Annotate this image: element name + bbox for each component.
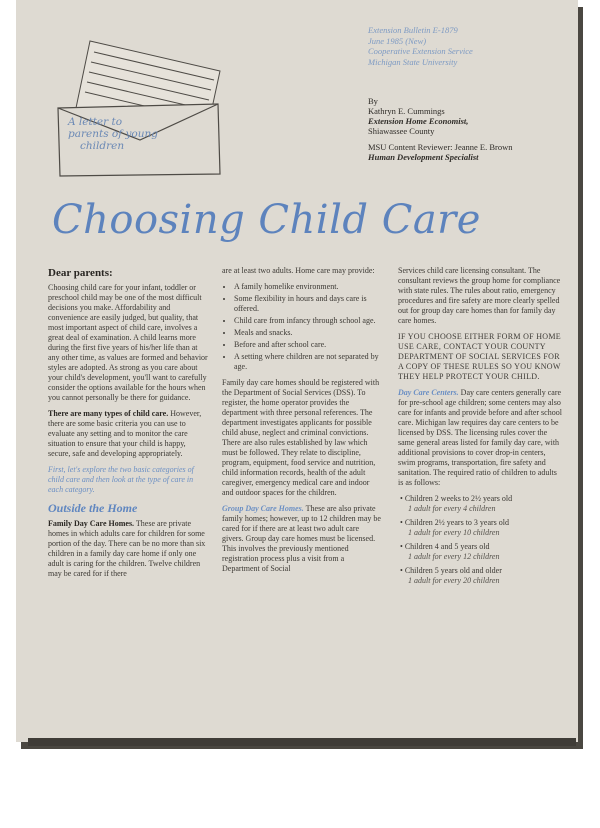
types-paragraph: [48, 409, 208, 459]
home-care-list: [222, 282, 382, 372]
group-day-care-paragraph: [222, 504, 382, 574]
salutation: Dear parents:: [48, 267, 113, 279]
list-item: • Child care from infancy through school age.: [234, 316, 382, 326]
types-text: However, there are some basic criteria you can use to evaluate any setting and to monitor the care situation to ensure that your child is happy, secure, safe and developing appropriately.: [48, 409, 202, 458]
bottom-rule: [28, 738, 576, 746]
column-2: [222, 266, 382, 580]
ratio-item: • Children 2 weeks to 2½ years old 1 adult for every 4 children: [398, 494, 562, 514]
list-item: • A setting where children are not separated by age.: [234, 352, 382, 372]
ratio-item: • Children 2½ years to 3 years old 1 adult for every 10 children: [398, 518, 562, 538]
bulletin-info: [368, 25, 568, 67]
column-3: [398, 266, 562, 590]
family-day-care-paragraph: [48, 519, 208, 579]
bulletin-org: Cooperative Extension Service: [368, 46, 473, 56]
ratio-age: Children 4 and 5 years old: [404, 542, 490, 551]
home-care-intro: are at least two adults. Home care may provide:: [222, 266, 375, 275]
ratio-list: [398, 494, 562, 586]
bulletin-number: Extension Bulletin E-1879: [368, 25, 458, 35]
ratio-age: Children 2½ years to 3 years old: [404, 518, 510, 527]
intro-paragraph: Choosing child care for your infant, toddler or preschool child may be one of the most difficult decisions you make. Affordability and convenience are easily judged, but quality, that most important aspect of child care, involves a great deal of examination. A child learns more during the first five years of his/her life than at any other time, as values are formed and behavior styles are adopted. As strong as you care about your child's development, you'll want to carefully consider the options available for the hours when you cannot personally be there for guidance.: [48, 283, 208, 402]
ratio-item: • Children 5 years old and older 1 adult for every 20 children: [398, 566, 562, 586]
types-lead: There are many types of child care.: [48, 409, 169, 418]
section-heading: Outside the Home: [48, 501, 138, 515]
ratio-value: 1 adult for every 12 children: [408, 552, 500, 561]
notice-paragraph: IF YOU CHOOSE EITHER FORM OF HOME USE CARE, CONTACT YOUR COUNTY DEPARTMENT OF SOCIAL SERVICES FOR A COPY OF THESE RULES SO YOU KNOW THEY HELP PROTECT YOUR CHILD.: [398, 332, 561, 381]
ratio-item: • Children 4 and 5 years old 1 adult for every 12 children: [398, 542, 562, 562]
group-day-care-lead: Group Day Care Homes.: [222, 504, 304, 513]
envelope-line-2: parents of young: [68, 128, 158, 140]
family-day-care-text: These are private homes in which adults care for children for some portion of the day. There can be no more than six children in a family day care home if only one adult is caring for the children. Twelve children may be cared for if there: [48, 519, 206, 578]
author-county: Shiawassee County: [368, 126, 435, 136]
list-item: • A family homelike environment.: [234, 282, 382, 292]
reviewer-title: Human Development Specialist: [368, 152, 479, 162]
family-day-care-lead: Family Day Care Homes.: [48, 519, 135, 528]
day-care-centers-lead: Day Care Centers.: [398, 388, 459, 397]
envelope-illustration: [54, 38, 224, 178]
author-name: Kathryn E. Cummings: [368, 106, 445, 116]
list-item: • Meals and snacks.: [234, 328, 382, 338]
explore-paragraph: First, let's explore the two basic categories of child care and then look at the type of care in each category.: [48, 465, 194, 494]
list-item: • Before and after school care.: [234, 340, 382, 350]
envelope-icon: [54, 38, 224, 178]
author-by: By: [368, 96, 378, 106]
reviewer-name: MSU Content Reviewer: Jeanne E. Brown: [368, 142, 513, 152]
document-page: [16, 0, 578, 742]
licensing-paragraph: Services child care licensing consultant. The consultant reviews the group home for compliance with state rules. The rules about ratio, emergency procedures and fire safety are more clearly spelled out for group day care homes than for family day care homes.: [398, 266, 561, 325]
group-day-care-text: These are also private family homes; however, up to 12 children may be cared for if there are at least two adult care givers. Group day care homes must be licensed. This involves the previously mentioned registration process plus a visit from a Department of Social: [222, 504, 381, 573]
ratio-value: 1 adult for every 10 children: [408, 528, 500, 537]
bulletin-date: June 1985 (New): [368, 35, 427, 46]
column-1: [48, 266, 208, 585]
registration-paragraph: Family day care homes should be registered with the Department of Social Services (DSS). To register, the home operator provides the department with three personal references. The department investigates applicants for possible child abuse, neglect and criminal convictions. There are also rules established by law which must be followed. They relate to discipline, program, equipment, food service and nutrition, child information records, health of the adult caregiver, emergency medical care and indoor and outdoor spaces for the children.: [222, 378, 380, 497]
page-title: Choosing Child Care: [52, 197, 481, 243]
envelope-line-3: children: [80, 140, 125, 152]
bulletin-university: Michigan State University: [368, 56, 458, 67]
ratio-value: 1 adult for every 20 children: [408, 576, 500, 585]
envelope-line-1: A letter to: [68, 116, 123, 128]
day-care-centers-paragraph: [398, 388, 562, 488]
author-title: Extension Home Economist,: [368, 116, 469, 126]
envelope-handwriting: [68, 116, 168, 152]
list-item: • Some flexibility in hours and days care is offered.: [234, 294, 382, 314]
author-block: [368, 96, 568, 162]
ratio-age: Children 2 weeks to 2½ years old: [404, 494, 513, 503]
day-care-centers-text: Day care centers generally care for pre-school age children; some centers may also care for infants and provide before and after school care. Michigan law requires day care centers to be licensed by DSS. The licensing rules cover the same general areas listed for family day care, with additional provisions to cover drop-in centers, swim programs, transportation, fire safety and sanitation. The required ratio of children to adults is as follows:: [398, 388, 562, 487]
ratio-value: 1 adult for every 4 children: [408, 504, 496, 513]
ratio-age: Children 5 years old and older: [404, 566, 502, 575]
